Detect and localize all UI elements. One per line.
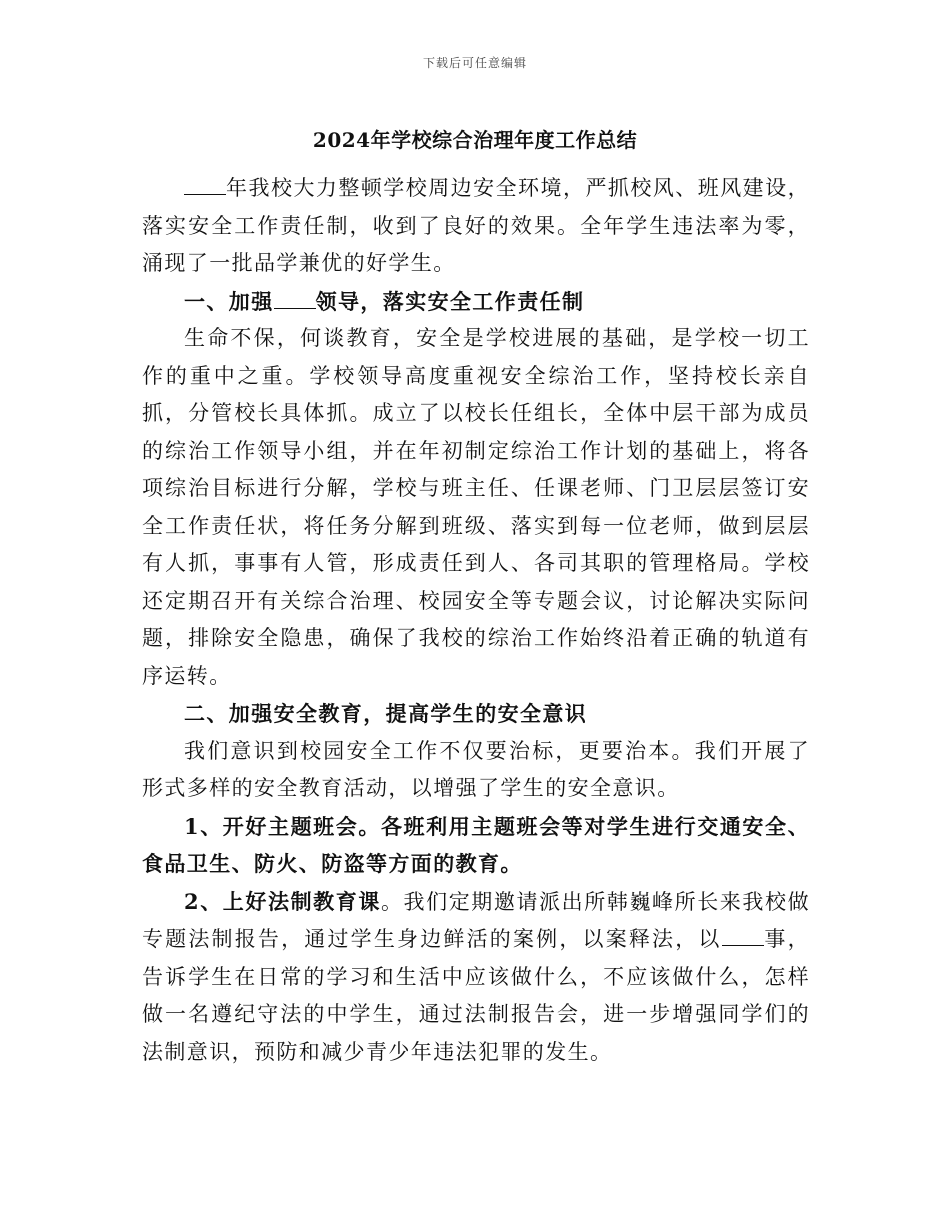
intro-paragraph: [142, 170, 810, 283]
item2-label: 2、上好法制教育课: [184, 888, 381, 914]
item2-paragraph: [142, 883, 810, 1072]
section2-heading: 二、加强安全教育，提高学生的安全意识: [184, 701, 588, 726]
intro-text: 年我校大力整顿学校周边安全环境，严抓校风、班风建设，落实安全工作责任制，收到了良好的效果。全年学生违法率为零，涌现了一批品学兼优的好学生。: [142, 176, 810, 275]
fill-blank: [184, 172, 226, 195]
document-body: [142, 170, 810, 1071]
item1-paragraph: 1、开好主题班会。各班利用主题班会等对学生进行交通安全、食品卫生、防火、防盗等方面的教育。: [142, 813, 810, 876]
fill-blank: [722, 923, 764, 946]
item2-text-part2: 事，告诉学生在日常的学习和生活中应该做什么，不应该做什么，怎样做一名遵纪守法的中学生，通过法制报告会，进一步增强同学们的法制意识，预防和减少青少年违法犯罪的发生。: [142, 927, 810, 1064]
section1-heading-part1: 一、加强: [184, 288, 274, 314]
header-note: 下载后可任意编辑: [422, 56, 527, 70]
document-title: 2024年学校综合治理年度工作总结: [312, 128, 638, 152]
fill-blank: [274, 285, 316, 308]
section1-heading-part2: 领导，落实安全工作责任制: [315, 288, 585, 314]
section1-heading: [142, 283, 810, 321]
item2-text-part1: 。我们定期邀请派出所韩巍峰所长来我校做专题法制报告，通过学生身边鲜活的案例，以案释法，以: [142, 889, 810, 951]
section1-paragraph: 生命不保，何谈教育，安全是学校进展的基础，是学校一切工作的重中之重。学校领导高度重视安全综治工作，坚持校长亲自抓，分管校长具体抓。成立了以校长任组长，全体中层干部为成员的综治工作领导小组，并在年初制定综治工作计划的基础上，将各项综治目标进行分解，学校与班主任、任课老师、门卫层层签订安全工作责任状，将任务分解到班级、落实到每一位老师，做到层层有人抓，事事有人管，形成责任到人、各司其职的管理格局。学校还定期召开有关综合治理、校园安全等专题会议，讨论解决实际问题，排除安全隐患，确保了我校的综治工作始终沿着正确的轨道有序运转。: [142, 326, 810, 688]
section2-paragraph: 我们意识到校园安全工作不仅要治标，更要治本。我们开展了形式多样的安全教育活动，以增强了学生的安全意识。: [142, 738, 810, 800]
